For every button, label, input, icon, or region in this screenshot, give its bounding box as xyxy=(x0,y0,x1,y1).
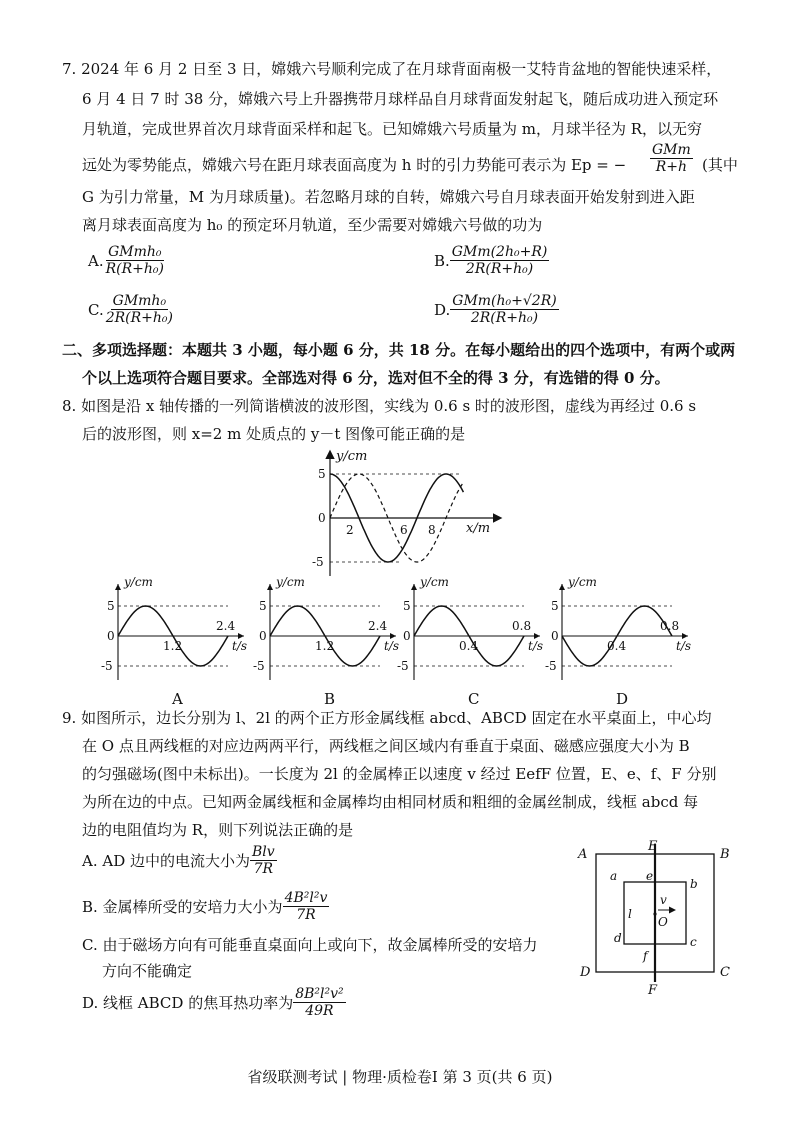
yt-ytick-5: 5 xyxy=(403,599,411,613)
label-l: l xyxy=(628,907,632,921)
yt-ytick-0: 0 xyxy=(403,629,411,643)
q7-option-c-label: C. xyxy=(88,300,104,319)
q7-option-a-den: R(R+h₀) xyxy=(105,261,164,278)
q9-option-b-fraction xyxy=(283,890,330,923)
yt-ylabel: y/cm xyxy=(124,575,153,589)
q9-option-d xyxy=(82,986,346,1019)
wave-graph xyxy=(310,444,510,584)
label-d: d xyxy=(614,931,622,945)
q7-option-d-fraction xyxy=(450,293,558,326)
yt-ttick-1: 1.2 xyxy=(163,639,183,653)
wave-ytick-0: 0 xyxy=(318,511,326,525)
q8-line-1: 8. 如图是沿 x 轴传播的一列简谐横波的波形图，实线为 0.6 s 时的波形图，虚线为再经过 0.6 s xyxy=(62,397,697,415)
label-D: D xyxy=(580,965,591,980)
yt-ttick-1: 1.2 xyxy=(315,639,335,653)
yt-ttick-2: 2.4 xyxy=(216,619,236,633)
yt-ylabel: y/cm xyxy=(420,575,449,589)
wave-ytick-neg5: -5 xyxy=(312,555,324,569)
yt-ttick-2: 0.8 xyxy=(512,619,532,633)
yt-ytick-5: 5 xyxy=(107,599,115,613)
label-f: f xyxy=(643,949,648,963)
q7-option-d-label: D. xyxy=(434,300,451,319)
q9-option-a-text: A. AD 边中的电流大小为 xyxy=(82,851,250,870)
yt-y-arrow xyxy=(267,584,273,590)
center-point-O xyxy=(653,912,656,915)
q7-option-b-fraction xyxy=(450,244,550,277)
q7-option-a-num: GMmh₀ xyxy=(108,244,162,260)
label-E: E xyxy=(648,839,658,854)
q7-option-d-num: GMm(h₀+√2R) xyxy=(452,293,557,309)
label-A: A xyxy=(578,847,588,862)
yt-ylabel: y/cm xyxy=(276,575,305,589)
q7-option-b xyxy=(434,244,549,277)
yt-y-arrow xyxy=(411,584,417,590)
yt-xlabel: t/s xyxy=(384,639,400,653)
ep-numerator: GMm xyxy=(652,142,691,158)
q9-option-b xyxy=(82,890,329,923)
q7-line-4-tail: (其中 xyxy=(702,156,738,174)
q9-option-b-num: 4B²l²v xyxy=(284,890,328,906)
q9-line-5: 边的电阻值均为 R，则下列说法正确的是 xyxy=(82,821,354,839)
yt-graph-label-c: C xyxy=(468,690,480,708)
wave-ytick-5: 5 xyxy=(318,467,326,481)
q9-option-c-line-2: 方向不能确定 xyxy=(102,962,193,980)
yt-graph-label-a: A xyxy=(172,690,183,708)
q9-line-3: 的匀强磁场(图中未标出)。一长度为 2l 的金属棒正以速度 v 经过 EefF 位置，E、e、f、F 分别 xyxy=(82,765,717,783)
q7-option-d-den: 2R(R+h₀) xyxy=(470,310,539,327)
q7-option-a xyxy=(88,244,166,277)
q7-option-b-num: GMm(2h₀+R) xyxy=(451,244,548,260)
yt-ttick-2: 2.4 xyxy=(368,619,388,633)
q7-line-1: 7. 2024 年 6 月 2 日至 3 日，嫦娥六号顺利完成了在月球背面南极一艾特肯盆地的智能快速采样， xyxy=(62,60,722,78)
label-e: e xyxy=(646,869,654,883)
q9-option-a-fraction xyxy=(250,844,277,877)
yt-y-arrow xyxy=(559,584,565,590)
yt-ytick-neg5: -5 xyxy=(545,659,557,673)
q7-option-a-label: A. xyxy=(88,251,104,270)
q7-option-c xyxy=(88,293,175,326)
q9-option-a xyxy=(82,844,277,877)
yt-ttick-1: 0.4 xyxy=(607,639,627,653)
section2-line-2: 个以上选项符合题目要求。全部选对得 6 分，选对但不全的得 3 分，有选错的得 0 分。 xyxy=(82,369,670,387)
q7-line-6: 离月球表面高度为 h₀ 的预定环月轨道，至少需要对嫦娥六号做的功为 xyxy=(82,216,543,234)
wave-xtick-8: 8 xyxy=(428,523,436,537)
label-b: b xyxy=(690,877,698,891)
yt-ytick-0: 0 xyxy=(259,629,267,643)
label-O: O xyxy=(658,915,668,929)
yt-ytick-neg5: -5 xyxy=(101,659,113,673)
q7-option-c-den: 2R(R+h₀) xyxy=(105,310,173,327)
q9-option-a-num: Blv xyxy=(252,844,275,860)
section2-line-1: 二、多项选择题：本题共 3 小题，每小题 6 分，共 18 分。在每小题给出的四个选项中，有两个或两 xyxy=(62,341,736,359)
q7-line-2: 6 月 4 日 7 时 38 分，嫦娥六号上升器携带月球样品自月球背面发射起飞，随后成功进入预定环 xyxy=(82,90,719,108)
yt-graph-d xyxy=(545,572,702,702)
yt-graph-label-b: B xyxy=(324,690,336,708)
q8-line-2: 后的波形图，则 x=2 m 处质点的 y－t 图像可能正确的是 xyxy=(82,425,466,443)
q7-option-b-label: B. xyxy=(434,251,450,270)
yt-ytick-5: 5 xyxy=(259,599,267,613)
q7-option-c-num: GMmh₀ xyxy=(112,293,167,309)
label-c: c xyxy=(690,935,697,949)
q9-option-b-text: B. 金属棒所受的安培力大小为 xyxy=(82,897,283,916)
q7-line-3: 月轨道，完成世界首次月球背面采样和起飞。已知嫦娥六号质量为 m，月球半径为 R，以无穷 xyxy=(82,120,703,138)
q9-line-1: 9. 如图所示，边长分别为 l、2l 的两个正方形金属线框 abcd、ABCD 固定在水平桌面上，中心均 xyxy=(62,709,712,727)
yt-ytick-neg5: -5 xyxy=(397,659,409,673)
yt-ytick-5: 5 xyxy=(551,599,559,613)
yt-xlabel: t/s xyxy=(528,639,544,653)
q9-option-b-den: 7R xyxy=(296,907,316,924)
yt-graph-a xyxy=(101,572,258,702)
q7-line-4: 远处为零势能点，嫦娥六号在距月球表面高度为 h 时的引力势能可表示为 Ep = − xyxy=(82,156,627,174)
ep-denominator: R+h xyxy=(655,159,688,176)
wave-xtick-6: 6 xyxy=(400,523,408,537)
label-C: C xyxy=(720,965,730,980)
label-F: F xyxy=(648,983,658,998)
q9-option-d-fraction xyxy=(293,986,345,1019)
q9-option-d-num: 8B²l²v² xyxy=(295,986,344,1002)
q9-line-4: 为所在边的中点。已知两金属线框和金属棒均由相同材质和粗细的金属丝制成，线框 abcd 每 xyxy=(82,793,699,811)
q9-option-d-text: D. 线框 ABCD 的焦耳热功率为 xyxy=(82,993,294,1012)
wave-ylabel: y/cm xyxy=(336,449,368,464)
q7-option-b-den: 2R(R+h₀) xyxy=(465,261,534,278)
q7-option-a-fraction xyxy=(104,244,166,277)
page-footer: 省级联测考试 | 物理·质检卷Ⅰ 第 3 页(共 6 页) xyxy=(247,1068,553,1086)
wave-xtick-2: 2 xyxy=(346,523,354,537)
ep-fraction xyxy=(650,142,693,175)
frame-diagram xyxy=(570,838,750,998)
label-a: a xyxy=(610,869,618,883)
yt-ytick-neg5: -5 xyxy=(253,659,265,673)
q9-option-a-den: 7R xyxy=(253,861,274,878)
q7-option-c-fraction xyxy=(104,293,175,326)
q9-line-2: 在 O 点且两线框的对应边两两平行，两线框之间区域内有垂直于桌面、磁感应强度大小为 B xyxy=(82,737,690,755)
yt-ylabel: y/cm xyxy=(568,575,597,589)
yt-graph-c xyxy=(397,572,554,702)
q9-option-c-line-1: C. 由于磁场方向有可能垂直桌面向上或向下，故金属棒所受的安培力 xyxy=(82,936,538,954)
yt-graph-label-d: D xyxy=(616,690,629,708)
label-v: v xyxy=(660,893,667,907)
yt-ttick-1: 0.4 xyxy=(459,639,479,653)
q7-line-5: G 为引力常量，M 为月球质量)。若忽略月球的自转，嫦娥六号自月球表面开始发射到进入距 xyxy=(82,188,695,206)
q7-option-d xyxy=(434,293,559,326)
yt-ytick-0: 0 xyxy=(551,629,559,643)
q9-option-d-den: 49R xyxy=(305,1003,334,1020)
yt-xlabel: t/s xyxy=(232,639,248,653)
yt-graph-b xyxy=(253,572,410,702)
yt-ttick-2: 0.8 xyxy=(660,619,680,633)
yt-xlabel: t/s xyxy=(676,639,692,653)
yt-ytick-0: 0 xyxy=(107,629,115,643)
label-B: B xyxy=(720,847,730,862)
wave-xlabel: x/m xyxy=(466,521,491,536)
yt-y-arrow xyxy=(115,584,121,590)
